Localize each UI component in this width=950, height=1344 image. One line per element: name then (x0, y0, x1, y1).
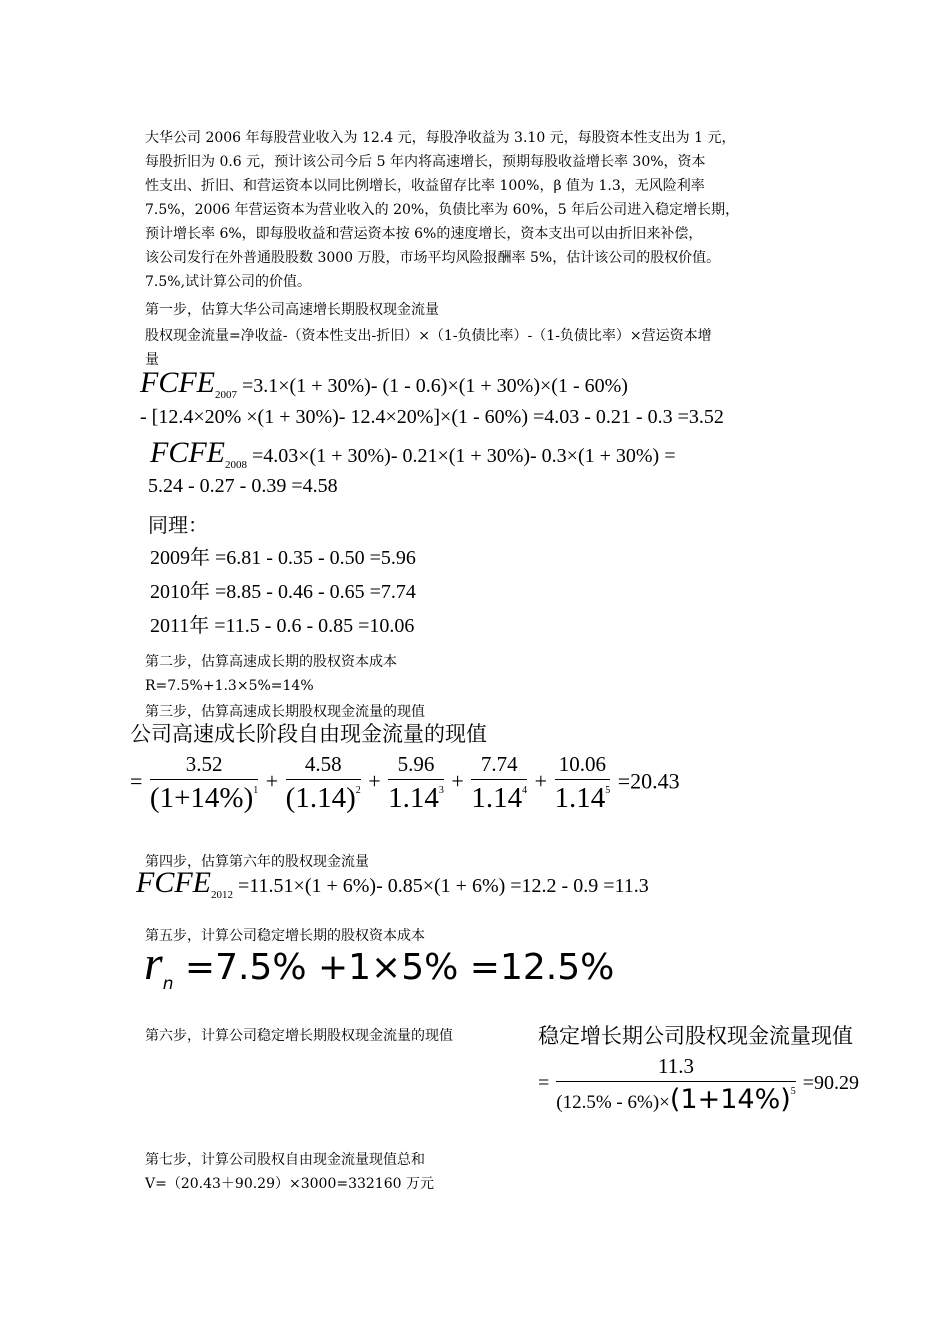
step2-formula: R=7.5%+1.3×5%=14% (145, 678, 314, 694)
r-subscript: n (162, 974, 174, 994)
pv-term-3: $\frac{5.96}{1.14^3}$ (388, 752, 444, 814)
step3-title: 第三步，估算高速成长期股权现金流量的现值 (145, 704, 425, 720)
pv-term-5: $\frac{10.06}{1.14^5}$ (554, 752, 611, 814)
step7-title: 第七步，计算公司股权自由现金流量现值总和 (145, 1152, 425, 1168)
equals-sign: = (538, 1072, 550, 1095)
intro-line: 该公司发行在外普通股股数 3000 万股，市场平均风险报酬率 5%，估计该公司的股权价值。 (145, 250, 721, 266)
fcfe-2010: 2010年 =8.85 - 0.46 - 0.65 =7.74 (150, 581, 416, 603)
r-symbol: r (144, 937, 163, 990)
step7-formula: V=（20.43＋90.29）×3000=332160 万元 (145, 1176, 434, 1192)
intro-line: 7.5%,试计算公司的价值。 (145, 274, 312, 290)
step2-title: 第二步，估算高速成长期的股权资本成本 (145, 654, 397, 670)
pv-term-2: $\frac{4.58}{(1.14)^2}$ (285, 752, 361, 814)
intro-line: 每股折旧为 0.6 元，预计该公司今后 5 年内将高速增长，预期每股收益增长率 30%，资本 (145, 154, 706, 170)
pv-term-4: $\frac{7.74}{1.14^4}$ (471, 752, 528, 814)
similarly-label: 同理： (148, 515, 208, 537)
step4-title: 第四步，估算第六年的股权现金流量 (145, 854, 369, 870)
rn-expression: =7.5% +1×5% =12.5% (184, 947, 615, 988)
step1-title: 第一步，估算大华公司高速增长期股权现金流量 (145, 302, 439, 318)
pv-growth-result: =20.43 (617, 768, 680, 794)
intro-line: 预计增长率 6%，即每股收益和营运资本按 6%的速度增长，资本支出可以由折旧来补偿， (145, 226, 703, 242)
fcfe-2007-eq2: - [12.4×20% ×(1 + 30%)- 12.4×20%]×(1 - 60%) =4.03 - 0.21 - 0.3 =3.52 (140, 406, 724, 428)
rn-equation (144, 936, 614, 994)
fcfe-2007-eq1 (140, 366, 628, 401)
step5-title: 第五步，计算公司稳定增长期的股权资本成本 (145, 928, 425, 944)
fcfe-2008-expression: =4.03×(1 + 30%)- 0.21×(1 + 30%)- 0.3×(1 + 30%) = (252, 445, 676, 467)
pv-stable-result: =90.29 (802, 1072, 860, 1095)
fcfe-subscript: 2007 (215, 389, 237, 401)
intro-line: 性支出、折旧、和营运资本以同比例增长，收益留存比率 100%，β 值为 1.3，无风险利率 (145, 178, 705, 194)
fcfe-2008-eq2: 5.24 - 0.27 - 0.39 =4.58 (148, 475, 338, 497)
pv-stable-equation (538, 1054, 859, 1115)
pv-growth-equation (130, 752, 680, 815)
plus-sign: + (534, 768, 548, 794)
fcfe-2008-eq1 (150, 436, 676, 471)
fcfe-label: FCFE (140, 366, 215, 399)
equals-sign: = (130, 768, 143, 794)
fcfe-2011: 2011年 =11.5 - 0.6 - 0.85 =10.06 (150, 615, 415, 637)
fcfe-2007-expression: =3.1×(1 + 30%)- (1 - 0.6)×(1 + 30%)×(1 - 60%) (242, 375, 628, 397)
fcfe-2012-eq (136, 866, 649, 901)
step6-title: 第六步，计算公司稳定增长期股权现金流量的现值 (145, 1028, 453, 1044)
step6-heading: 稳定增长期公司股权现金流量现值 (538, 1024, 853, 1048)
fcfe-2009: 2009年 =6.81 - 0.35 - 0.50 =5.96 (150, 547, 416, 569)
intro-line: 大华公司 2006 年每股营业收入为 12.4 元，每股净收益为 3.10 元，每股资本性支出为 1 元， (145, 130, 736, 146)
plus-sign: + (265, 768, 279, 794)
pv-stable-fraction: $\frac{11.3}{(12.5\% - 6\%)\times(1+14\%)^5}$ (556, 1054, 796, 1115)
plus-sign: + (368, 768, 381, 794)
plus-sign: + (451, 768, 464, 794)
step3-heading: 公司高速成长阶段自由现金流量的现值 (130, 722, 487, 746)
fcfe-2012-expression: =11.51×(1 + 6%)- 0.85×(1 + 6%) =12.2 - 0.9 =11.3 (238, 875, 649, 897)
step1-formula-cont: 量 (145, 352, 159, 368)
fcfe-label: FCFE (150, 436, 225, 469)
fcfe-label: FCFE (136, 866, 211, 899)
fcfe-subscript: 2008 (225, 459, 247, 471)
fcfe-subscript: 2012 (211, 889, 233, 901)
pv-term-1: $\frac{3.52}{(1+14\%)^1}$ (149, 752, 259, 814)
step1-formula: 股权现金流量=净收益-（资本性支出-折旧）×（1-负债比率）-（1-负债比率）×营运资本增 (145, 328, 712, 344)
intro-line: 7.5%，2006 年营运资本为营业收入的 20%，负债比率为 60%，5 年后公司进入稳定增长期， (145, 202, 740, 218)
